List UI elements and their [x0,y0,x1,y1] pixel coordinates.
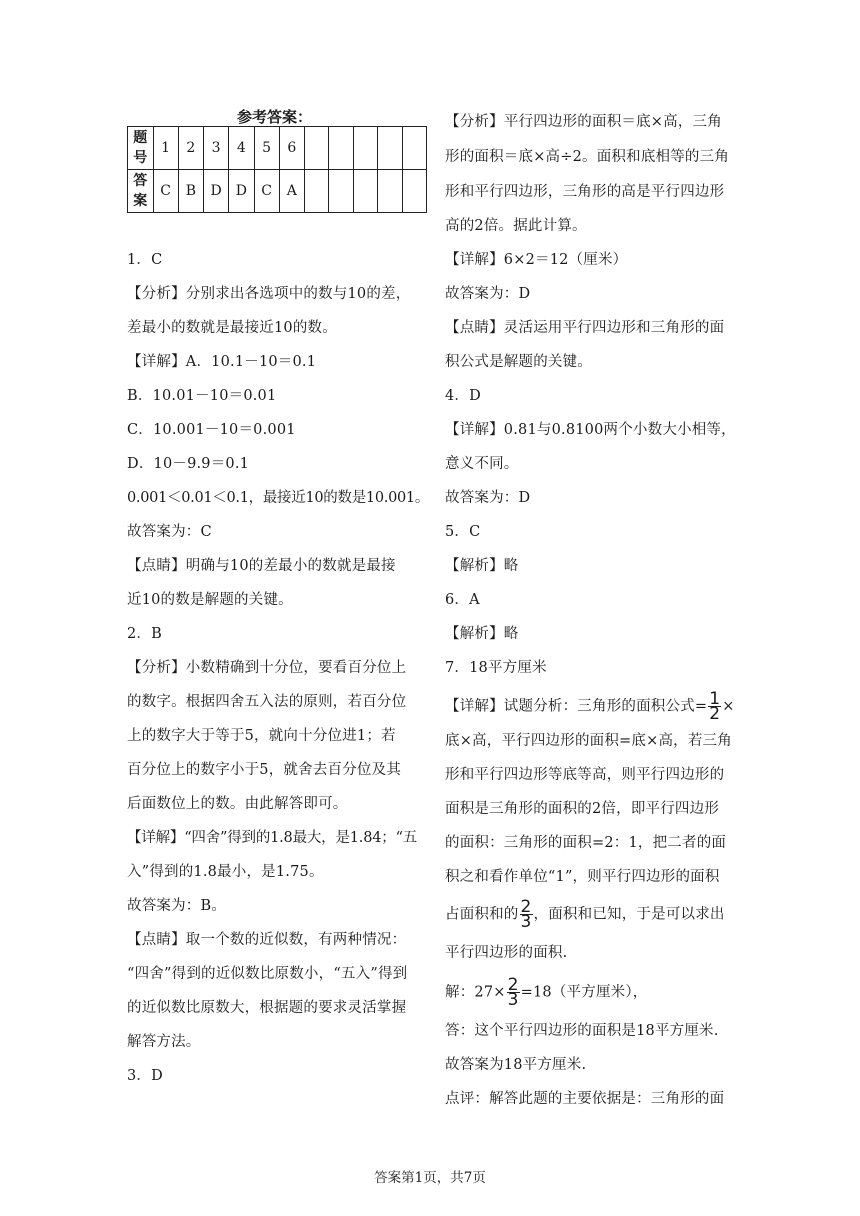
text-line: 【详解】A．10.1－10＝0.1 [127,354,317,370]
table-row-numbers [128,127,427,170]
text-line: 【分析】平行四边形的面积＝底×高，三角 [445,114,722,130]
text-line: 【解析】略 [445,558,519,574]
question-number-cell [402,127,426,170]
text-line: 【点睛】取一个数的近似数，有两种情况： [127,932,407,948]
answer-cell: A [279,170,304,213]
text-line: 1．C [127,252,163,268]
answer-table [127,126,427,213]
text-line: 形和平行四边形等底等高，则平行四边形的 [445,767,725,783]
fraction-one-half [708,689,721,724]
text-line: 【详解】6×2＝12（厘米） [445,252,628,268]
answer-cell: B [178,170,203,213]
text-line: 的近似数比原数大，根据题的要求灵活掌握 [127,1000,407,1016]
text-line: 【点睛】灵活运用平行四边形和三角形的面 [445,320,725,336]
fraction-numerator: 2 [507,975,519,995]
answer-cell [402,170,426,213]
text-segment: 解：27× [445,984,506,1001]
answer-cell: D [229,170,254,213]
fraction-denominator: 3 [507,990,519,1010]
question-number-cell: 2 [178,127,203,170]
fraction-numerator: 2 [520,897,532,917]
question-number-cell [378,127,402,170]
text-line: 近10的数是解题的关键。 [127,592,293,608]
answer-cell: C [153,170,178,213]
row-label-answer: 答 案 [128,170,154,213]
text-line: 0.001＜0.01＜0.1，最接近10的数是10.001。 [127,490,430,506]
text-line: 6．A [445,592,480,608]
question-number-cell: 3 [203,127,228,170]
text-line: 故答案为：B。 [127,898,227,914]
text-line: 积之和看作单位“1”，则平行四边形的面积 [445,869,720,885]
text-line: 形和平行四边形，三角形的高是平行四边形 [445,184,725,200]
fraction-denominator: 2 [709,704,721,724]
text-line: 后面数位上的数。由此解答即可。 [127,796,348,812]
text-line [445,689,735,724]
text-line: 解答方法。 [127,1034,201,1050]
answer-cell [329,170,353,213]
answer-cell [353,170,377,213]
text-segment: =18（平方厘米）， [520,984,648,1001]
question-number-cell [329,127,353,170]
text-line: 【解析】略 [445,626,519,642]
text-line: 上的数字大于等于5，就向十分位进1；若 [127,728,396,744]
text-segment: × [722,698,735,715]
question-number-cell: 1 [153,127,178,170]
text-line: 积公式是解题的关键。 [445,354,592,370]
text-segment: 占面积和的 [445,906,519,923]
question-number-cell [353,127,377,170]
text-line: 【分析】分别求出各选项中的数与10的差， [127,286,411,302]
text-line: 差最小的数就是最接近10的数。 [127,320,337,336]
text-line: “四舍”得到的近似数比原数小，“五入”得到 [127,966,408,982]
text-line: 故答案为18平方厘米. [445,1057,587,1073]
text-line: 平行四边形的面积. [445,945,568,961]
text-line: 百分位上的数字小于5，就舍去百分位及其 [127,762,402,778]
text-line: 形的面积＝底×高÷2。面积和底相等的三角 [445,149,730,165]
text-line: 故答案为：D [445,490,531,506]
text-segment: 【详解】试题分析：三角形的面积公式= [445,698,708,715]
text-line: 的数字。根据四舍五入法的原则，若百分位 [127,694,407,710]
text-segment: ，面积和已知，于是可以求出 [533,906,725,923]
answer-cell [304,170,328,213]
page-footer: 答案第1页，共7页 [374,1170,486,1186]
text-line: 故答案为：C [127,524,212,540]
text-line: 意义不同。 [445,456,519,472]
text-line: 7．18平方厘米 [445,660,547,676]
question-number-cell [304,127,328,170]
text-line: D．10－9.9＝0.1 [127,456,250,472]
fraction-two-thirds [520,897,533,932]
fraction-two-thirds [507,975,520,1010]
text-line: 底×高，平行四边形的面积=底×高，若三角 [445,733,732,749]
question-number-cell: 5 [254,127,279,170]
text-line [445,897,725,932]
text-line: 面积是三角形的面积的2倍，即平行四边形 [445,801,720,817]
page-title: 参考答案： [236,108,312,126]
text-line: 【详解】“四舍”得到的1.8最大，是1.84；“五 [127,830,418,846]
question-number-cell: 4 [229,127,254,170]
fraction-numerator: 1 [709,689,721,709]
question-number-cell: 6 [279,127,304,170]
answer-cell: D [203,170,228,213]
answer-cell [378,170,402,213]
text-line: 3．D [127,1068,163,1084]
text-line: 答：这个平行四边形的面积是18平方厘米. [445,1023,719,1039]
text-line: 的面积：三角形的面积=2：1，把二者的面 [445,835,727,851]
text-line: B．10.01－10＝0.01 [127,388,277,404]
text-line: 2．B [127,626,162,642]
text-line: 点评：解答此题的主要依据是：三角形的面 [445,1091,725,1107]
row-label-number: 题 号 [128,127,154,170]
text-line: 故答案为：D [445,286,531,302]
text-line: 【分析】小数精确到十分位，要看百分位上 [127,660,407,676]
text-line: 4．D [445,388,481,404]
text-line: 【详解】0.81与0.8100两个小数大小相等， [445,422,736,438]
text-line: 高的2倍。据此计算。 [445,218,587,234]
text-line: 入”得到的1.8最小，是1.75。 [127,864,324,880]
fraction-denominator: 3 [520,912,532,932]
text-line: 【点睛】明确与10的差最小的数就是最接 [127,558,396,574]
text-line: 5．C [445,524,481,540]
text-line [445,975,648,1010]
table-row-answers [128,170,427,213]
text-line: C．10.001－10＝0.001 [127,422,296,438]
answer-cell: C [254,170,279,213]
